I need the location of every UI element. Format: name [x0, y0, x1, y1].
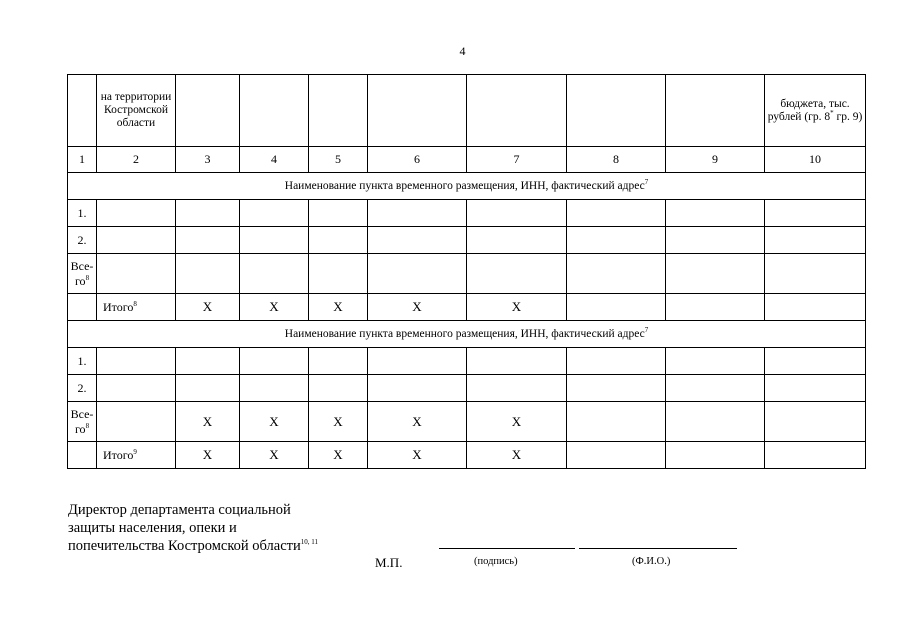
- x-mark: Х: [467, 294, 567, 321]
- x-mark: Х: [176, 402, 240, 442]
- vsego-label: Все-$го^8$: [68, 402, 97, 442]
- report-table: [67, 74, 866, 469]
- header-cell-4: [240, 75, 309, 147]
- table-row: [68, 200, 866, 227]
- header-row: [68, 75, 866, 147]
- x-mark: Х: [467, 442, 567, 469]
- x-mark: [309, 254, 368, 294]
- column-number: 8: [567, 147, 666, 173]
- x-mark: Х: [368, 402, 467, 442]
- column-number: 1: [68, 147, 97, 173]
- x-mark: Х: [368, 442, 467, 469]
- x-mark: Х: [240, 402, 309, 442]
- x-mark: [176, 254, 240, 294]
- column-number-row: [68, 147, 866, 173]
- signature-line: [439, 548, 575, 549]
- vsego-label: Все-$го^8$: [68, 254, 97, 294]
- column-number: 6: [368, 147, 467, 173]
- table-row: [68, 227, 866, 254]
- x-mark: Х: [309, 442, 368, 469]
- section-title: Наименование пункта временного размещения, ИНН, фактический адрес$^7$: [68, 173, 866, 200]
- name-line: [579, 548, 737, 549]
- header-cell-10: бюджета, тыс. рублей (гр. 8* гр. 9): [765, 75, 866, 147]
- x-mark: Х: [309, 402, 368, 442]
- row-number: 2.: [68, 375, 97, 402]
- row-number: 1.: [68, 348, 97, 375]
- x-mark: Х: [368, 294, 467, 321]
- header-cell-7: [467, 75, 567, 147]
- header-cell-1: [68, 75, 97, 147]
- table-row: [68, 375, 866, 402]
- header-cell-3: [176, 75, 240, 147]
- header-cell-5: [309, 75, 368, 147]
- itogo-label: Итого$^9$: [97, 442, 176, 469]
- column-number: 7: [467, 147, 567, 173]
- row-number: 2.: [68, 227, 97, 254]
- column-number: 10: [765, 147, 866, 173]
- vsego-row: [68, 402, 866, 442]
- row-number: 1.: [68, 200, 97, 227]
- table-row: [68, 348, 866, 375]
- column-number: 2: [97, 147, 176, 173]
- section-title-row: [68, 173, 866, 200]
- section-title-row: [68, 321, 866, 348]
- column-number: 5: [309, 147, 368, 173]
- column-number: 4: [240, 147, 309, 173]
- itogo-row: [68, 442, 866, 469]
- header-cell-6: [368, 75, 467, 147]
- page-number: 4: [459, 44, 466, 58]
- x-mark: [368, 254, 467, 294]
- itogo-label: Итого$^8$: [97, 294, 176, 321]
- signatory-title: Директор департамента социальной защиты населения, опеки и попечительства Костромской области$^{10, 11}$: [68, 502, 319, 554]
- x-mark: Х: [240, 294, 309, 321]
- vsego-row: [68, 254, 866, 294]
- name-label: (Ф.И.О.): [632, 556, 671, 567]
- x-mark: [467, 254, 567, 294]
- column-number: 3: [176, 147, 240, 173]
- header-cell-9: [666, 75, 765, 147]
- x-mark: [240, 254, 309, 294]
- header-cell-8: [567, 75, 666, 147]
- x-mark: Х: [467, 402, 567, 442]
- column-number: 9: [666, 147, 765, 173]
- x-mark: Х: [240, 442, 309, 469]
- section-title: Наименование пункта временного размещения, ИНН, фактический адрес$^7$: [68, 321, 866, 348]
- x-mark: Х: [176, 294, 240, 321]
- x-mark: Х: [309, 294, 368, 321]
- x-mark: Х: [176, 442, 240, 469]
- itogo-row: [68, 294, 866, 321]
- stamp-label: М.П.: [375, 555, 403, 570]
- signature-label: (подпись): [474, 556, 518, 567]
- header-cell-2: на территории Костромской области: [97, 75, 176, 147]
